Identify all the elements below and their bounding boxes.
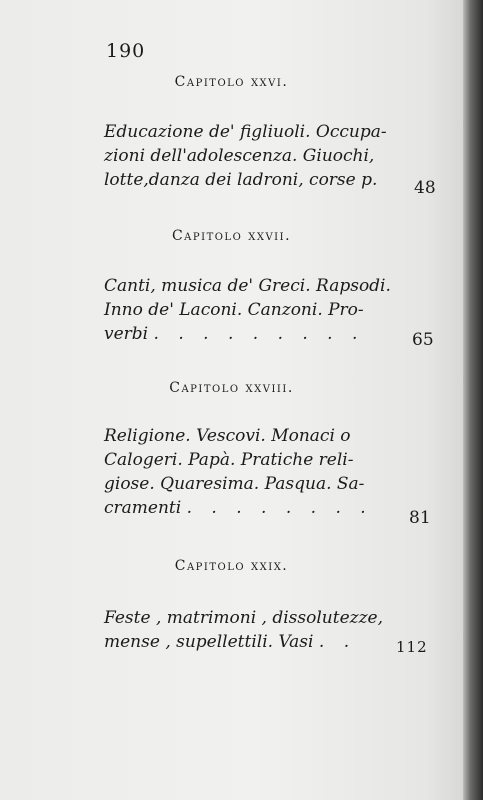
page-gutter-shadow xyxy=(463,0,483,800)
dot-leader: . . . . . . . . . xyxy=(153,324,365,344)
dot-leader: . . xyxy=(318,632,357,652)
entry-line: giose. Quaresima. Pasqua. Sa- xyxy=(104,474,365,494)
chapter-heading-xxvi: Capitolo xxvi. xyxy=(174,74,289,90)
chapter-heading-xxvii: Capitolo xxvii. xyxy=(171,228,292,244)
entry-text: verbi xyxy=(104,324,149,344)
entry-line xyxy=(104,496,394,520)
chapter-entry-xxvii xyxy=(104,274,394,346)
page-reference: 65 xyxy=(412,330,434,350)
entry-line: Religione. Vescovi. Monaci o xyxy=(104,426,351,446)
chapter-entry-xxviii xyxy=(104,424,394,520)
page-reference: 81 xyxy=(409,508,431,528)
chapter-entry-xxvi xyxy=(104,120,394,192)
chapter-entry-xxix xyxy=(104,606,394,654)
entry-line: Inno de' Laconi. Canzoni. Pro- xyxy=(104,300,364,320)
page-reference: 112 xyxy=(396,638,428,656)
entry-line: Calogeri. Papà. Pratiche reli- xyxy=(104,450,354,470)
page-reference: 48 xyxy=(414,178,436,198)
entry-text: cramenti xyxy=(104,498,182,518)
entry-line: Educazione de' figliuoli. Occupa- xyxy=(104,122,387,142)
entry-line xyxy=(104,630,394,654)
entry-line: lotte,danza dei ladroni, corse p. xyxy=(104,170,378,190)
entry-line xyxy=(104,322,394,346)
entry-text: mense , supellettili. Vasi xyxy=(104,632,314,652)
entry-line: Canti, musica de' Greci. Rapsodi. xyxy=(104,276,391,296)
dot-leader: . . . . . . . . xyxy=(186,498,373,518)
entry-line: zioni dell'adolescenza. Giuochi, xyxy=(104,146,375,166)
chapter-heading-xxviii: Capitolo xxviii. xyxy=(169,380,294,396)
entry-line: Feste , matrimoni , dissolutezze, xyxy=(104,608,384,628)
chapter-heading-xxix: Capitolo xxix. xyxy=(174,558,289,574)
page-number: 190 xyxy=(106,40,146,62)
